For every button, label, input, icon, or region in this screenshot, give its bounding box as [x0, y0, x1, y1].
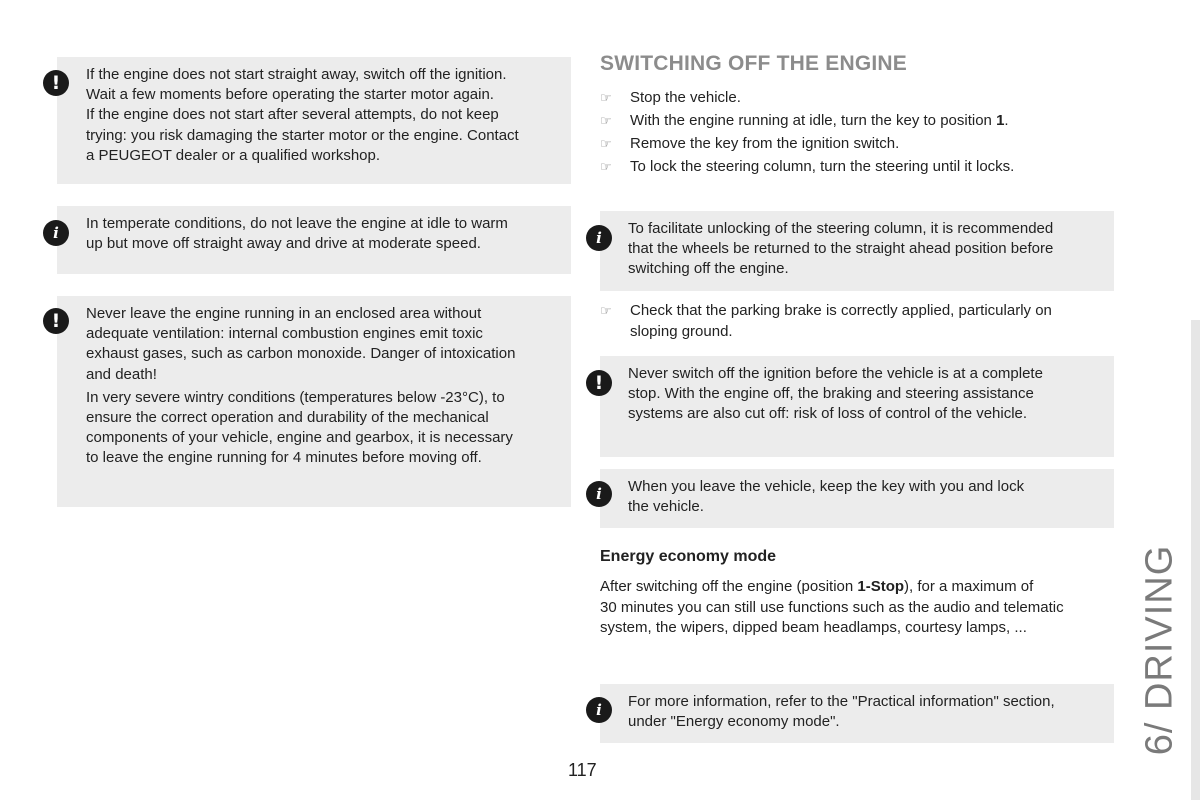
note-line: exhaust gases, such as carbon monoxide. Danger of intoxication — [86, 345, 516, 363]
note-line: In very severe wintry conditions (temperatures below -23°C), to — [86, 388, 505, 406]
warning-icon: ! — [586, 370, 612, 396]
note-steering-unlock — [596, 211, 1114, 291]
info-icon: i — [586, 481, 612, 507]
note-ignition-off-warning — [594, 356, 1114, 457]
note-line: and death! — [86, 365, 157, 383]
note-line: that the wheels be returned to the straight ahead position before — [628, 240, 1054, 258]
list-item — [600, 155, 1120, 178]
energy-mode-heading: Energy economy mode — [600, 548, 777, 565]
hand-bullet-icon: ☞ — [600, 113, 612, 128]
list-item — [600, 132, 1120, 155]
step-text: Check that the parking brake is correctly applied, particularly on — [630, 302, 1052, 319]
note-text — [628, 219, 1112, 280]
note-line: components of your vehicle, engine and gearbox, it is necessary — [86, 429, 513, 447]
energy-text-line: 30 minutes you can still use functions such as the audio and telematic — [600, 598, 1064, 616]
step-text-after: . — [1004, 112, 1009, 129]
info-icon: i — [586, 225, 612, 251]
warning-icon: ! — [43, 308, 69, 334]
hand-bullet-icon: ☞ — [600, 303, 612, 318]
note-temperate-conditions — [53, 206, 571, 274]
chapter-label: 6/ DRIVING — [1138, 544, 1181, 756]
note-text — [628, 477, 1112, 517]
note-line: systems are also cut off: risk of loss of control of the vehicle. — [628, 405, 1028, 423]
list-item — [600, 86, 1120, 109]
step-text: sloping ground. — [630, 322, 733, 340]
note-line: If the engine does not start after several attempts, do not keep — [86, 106, 499, 124]
note-text — [86, 214, 566, 254]
note-line: Wait a few moments before operating the starter motor again. — [86, 86, 494, 104]
note-line: up but move off straight away and drive at moderate speed. — [86, 235, 481, 253]
step-text: To lock the steering column, turn the steering until it locks. — [630, 158, 1015, 175]
list-item — [600, 109, 1120, 132]
note-line: For more information, refer to the "Practical information" section, — [628, 693, 1055, 710]
note-line: Never switch off the ignition before the vehicle is at a complete — [628, 365, 1043, 382]
hand-bullet-icon: ☞ — [600, 136, 612, 151]
note-line: If the engine does not start straight away, switch off the ignition. — [86, 66, 507, 83]
note-text — [86, 65, 566, 166]
list-item — [600, 301, 1120, 342]
note-start-failure — [51, 57, 571, 184]
note-line: stop. With the engine off, the braking and steering assistance — [628, 385, 1034, 403]
step-bold: 1 — [996, 112, 1005, 129]
energy-text-bold: 1-Stop — [857, 578, 905, 595]
step-text: With the engine running at idle, turn the key to position — [630, 112, 997, 129]
note-line: adequate ventilation: internal combustion engines emit toxic — [86, 325, 483, 343]
note-keep-key — [596, 469, 1114, 528]
note-enclosed-area — [51, 296, 571, 507]
chapter-side-bar — [1191, 320, 1200, 800]
note-line: In temperate conditions, do not leave the engine at idle to warm — [86, 215, 508, 232]
energy-text-part: ), for a maximum of — [904, 578, 1034, 595]
note-line: Never leave the engine running in an enclosed area without — [86, 305, 482, 322]
note-line: To facilitate unlocking of the steering column, it is recommended — [628, 220, 1054, 237]
note-line: the vehicle. — [628, 498, 704, 516]
note-more-information — [596, 684, 1114, 743]
note-line: trying: you risk damaging the starter motor or the engine. Contact — [86, 126, 519, 144]
hand-bullet-icon: ☞ — [600, 90, 612, 105]
info-icon: i — [43, 220, 69, 246]
note-line: to leave the engine running for 4 minutes before moving off. — [86, 449, 482, 467]
step-text: Stop the vehicle. — [630, 89, 741, 106]
warning-icon: ! — [43, 70, 69, 96]
section-title: SWITCHING OFF THE ENGINE — [600, 52, 907, 75]
energy-text-line: system, the wipers, dipped beam headlamps, courtesy lamps, ... — [600, 619, 1027, 636]
note-text — [628, 692, 1112, 732]
note-line: switching off the engine. — [628, 260, 789, 278]
note-text — [628, 364, 1112, 425]
page-number: 117 — [568, 760, 597, 780]
note-text — [86, 304, 566, 469]
energy-text-part: After switching off the engine (position — [600, 578, 858, 595]
info-icon: i — [586, 697, 612, 723]
steps-list — [600, 86, 1120, 178]
note-line: When you leave the vehicle, keep the key with you and lock — [628, 478, 1025, 495]
step-text: Remove the key from the ignition switch. — [630, 135, 900, 152]
hand-bullet-icon: ☞ — [600, 159, 612, 174]
note-line: a PEUGEOT dealer or a qualified workshop. — [86, 146, 381, 164]
steps-list-parking — [600, 301, 1120, 342]
note-line: ensure the correct operation and durability of the mechanical — [86, 409, 489, 427]
energy-mode-text — [600, 577, 1110, 639]
note-line: under "Energy economy mode". — [628, 713, 840, 731]
